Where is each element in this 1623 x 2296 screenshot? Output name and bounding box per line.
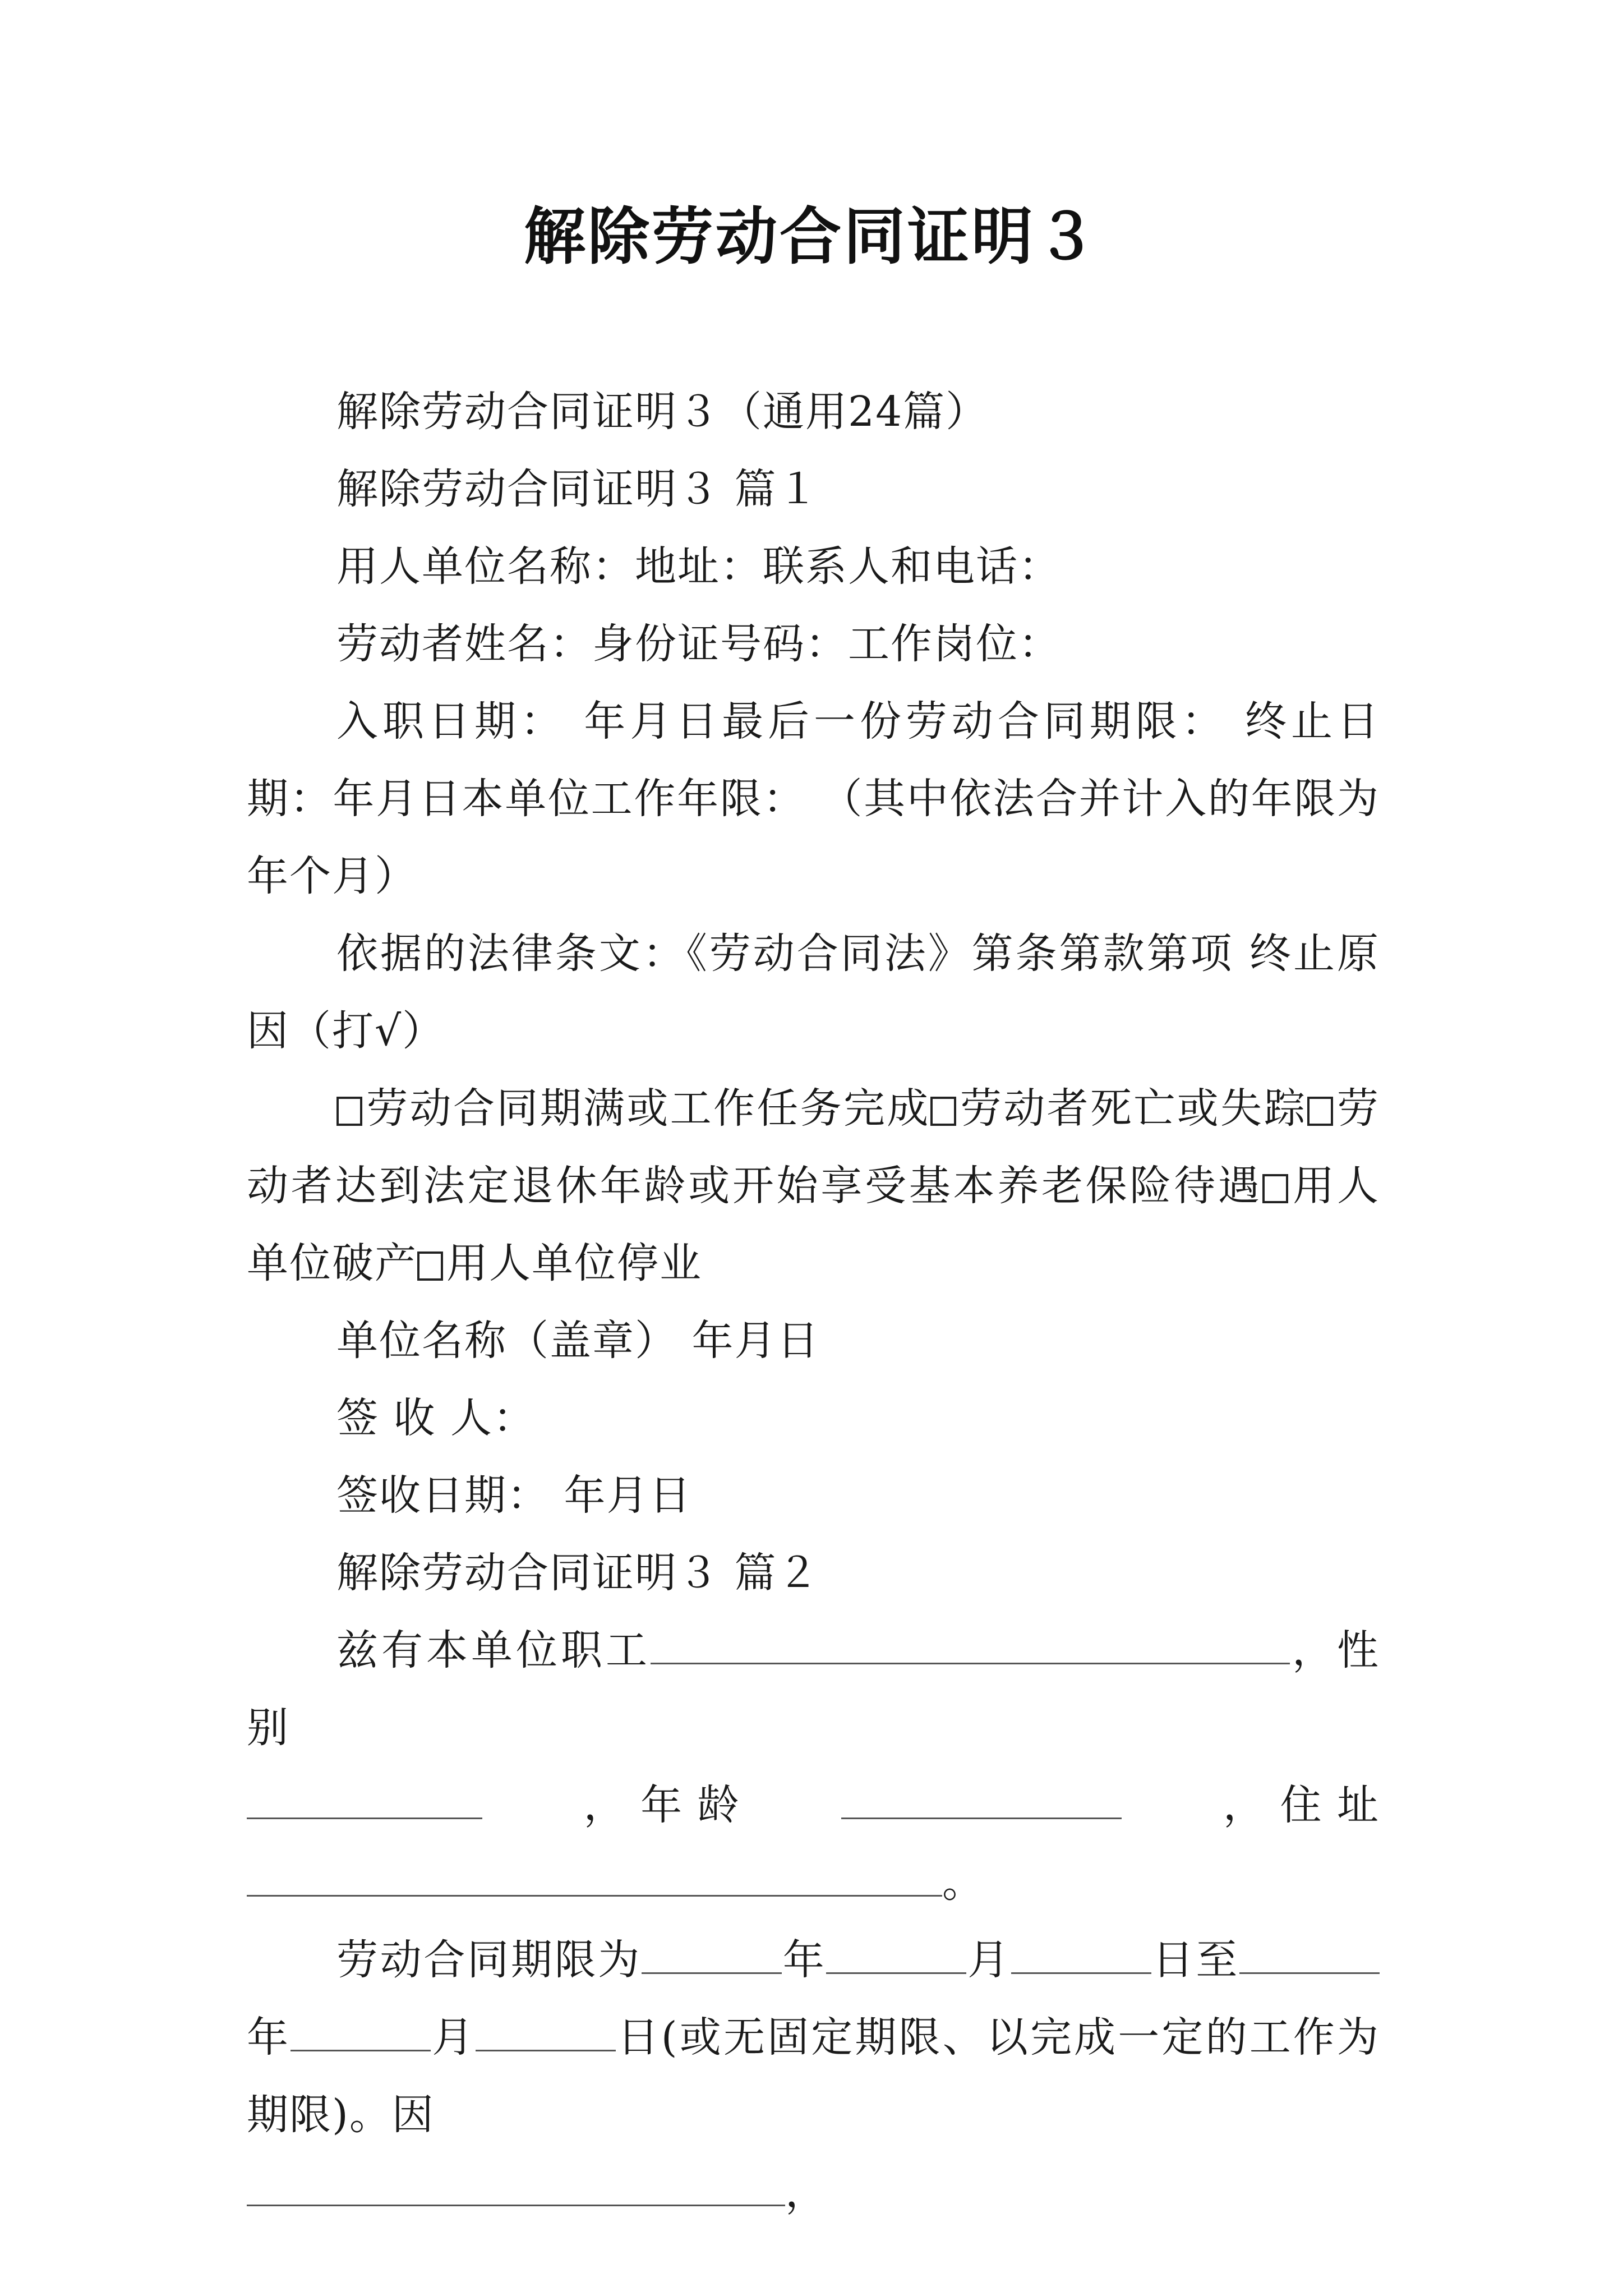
start-month-blank[interactable]	[826, 1940, 966, 1974]
year-unit: 年	[782, 1936, 827, 1984]
employee-name-blank[interactable]	[651, 1630, 1290, 1664]
employee-info-line: 劳动者姓名：身份证号码：工作岗位：	[336, 620, 1061, 668]
gender-prefix-text: ，性别	[247, 1626, 1380, 1752]
employee-intro-text: 兹有本单位职工	[336, 1626, 651, 1674]
employee-details-line-1	[247, 1612, 1380, 1766]
address-label: ， 住 址	[1223, 1781, 1380, 1829]
receive-date-line: 签收日期： 年月日	[336, 1471, 692, 1520]
checkbox-business-suspended[interactable]	[417, 1251, 443, 1281]
month-unit: 月	[966, 1936, 1011, 1984]
termination-reason-line	[247, 2154, 1380, 2231]
month-unit: 月	[431, 2013, 476, 2062]
start-year-blank[interactable]	[642, 1940, 782, 1974]
employer-info-line: 用人单位名称：地址：联系人和电话：	[336, 542, 1061, 591]
year-unit: 年	[247, 2013, 291, 2062]
checkbox-death-missing[interactable]	[930, 1097, 956, 1126]
gender-blank[interactable]	[247, 1785, 482, 1819]
to-word: 至	[1196, 1936, 1240, 1984]
age-blank[interactable]	[841, 1785, 1122, 1819]
employee-details-line-3	[247, 1844, 1380, 1921]
option-label: 劳动者达到法定退休年龄或开始享受基本养老保险待遇	[247, 1084, 1380, 1210]
termination-options	[247, 1070, 1380, 1302]
section-heading-1: 解除劳动合同证明３ 篇１	[336, 465, 820, 513]
end-year-blank[interactable]	[1239, 1940, 1380, 1974]
receiver-line: 签 收 人：	[336, 1394, 536, 1442]
employee-details-line-2	[247, 1766, 1380, 1844]
reason-end: ，	[785, 2168, 828, 2216]
day-unit: 日	[616, 2013, 661, 2062]
legal-basis-paragraph: 依据的法律条文：《劳动合同法》第条第款第项 终止原因（打√）	[247, 930, 1380, 1055]
checkbox-retirement[interactable]	[1307, 1097, 1333, 1126]
day-unit: 日	[1151, 1936, 1196, 1984]
employment-dates-paragraph: 入职日期： 年月日最后一份劳动合同期限： 终止日期：年月日本单位工作年限： （其中依法合并计入的年限为 年个月）	[247, 697, 1380, 900]
contract-period-text: 劳动合同期限为	[336, 1936, 642, 1984]
address-blank[interactable]	[247, 1862, 942, 1897]
document-subtitle: 解除劳动合同证明３（通用24篇）	[336, 388, 989, 436]
document-title: 解除劳动合同证明３	[524, 200, 1099, 273]
document-body	[247, 373, 1380, 2231]
section-heading-2: 解除劳动合同证明３ 篇２	[336, 1549, 820, 1597]
checkbox-contract-expired[interactable]	[336, 1097, 362, 1126]
age-label: ， 年 龄	[583, 1781, 740, 1829]
option-label: 用人单位破产	[247, 1162, 1380, 1287]
end-month-blank[interactable]	[291, 2017, 431, 2051]
seal-line: 单位名称（盖章） 年月日	[336, 1317, 820, 1365]
checkbox-bankruptcy[interactable]	[1262, 1174, 1288, 1203]
contract-period-paragraph	[247, 1921, 1380, 2154]
option-label: 劳动合同期满或工作任务完成	[366, 1084, 930, 1133]
end-day-blank[interactable]	[476, 2017, 616, 2051]
option-label: 用人单位停业	[446, 1239, 702, 1287]
start-day-blank[interactable]	[1011, 1940, 1151, 1974]
option-label: 劳动者死亡或失踪	[959, 1084, 1307, 1133]
sentence-end: 。	[942, 1858, 985, 1907]
termination-reason-blank[interactable]	[247, 2172, 785, 2206]
contract-period-suffix: (或无固定期限、以完成一定的工作为期限)。因	[247, 2013, 1380, 2139]
